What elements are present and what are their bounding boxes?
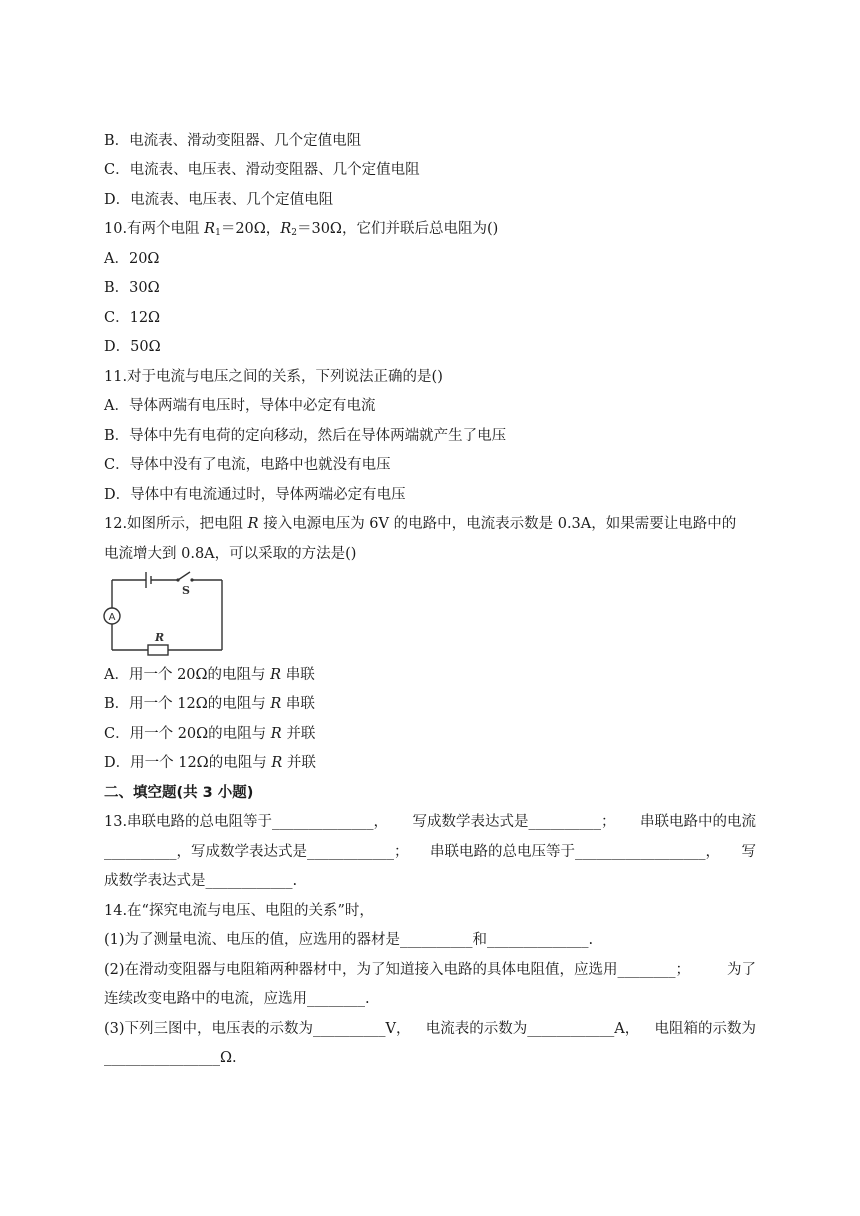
question-11-stem: 11.对于电流与电压之间的关系，下列说法正确的是() bbox=[104, 369, 443, 385]
question-12-stem-line1: 12.如图所示，把电阻 R 接入电源电压为 6V 的电路中，电流表示数是 0.3A，如果需要让电路中的 bbox=[104, 516, 737, 532]
option-12a: A．用一个 20Ω的电阻与 R 串联 bbox=[104, 667, 315, 683]
section-heading: 二、填空题(共 3 小题) bbox=[104, 785, 254, 801]
circuit-diagram bbox=[102, 568, 228, 658]
resistor-label: R bbox=[155, 631, 165, 644]
option-10a: A．20Ω bbox=[104, 251, 160, 267]
option-12d: D．用一个 12Ω的电阻与 R 并联 bbox=[104, 755, 316, 771]
option-10c: C．12Ω bbox=[104, 310, 161, 326]
question-10-stem: 10.有两个电阻 $R_1=20\Omega$，$R_2=30\Omega$，它们并联后总电阻为() bbox=[104, 221, 499, 238]
question-14-part1: (1)为了测量电流、电压的值，应选用的器材是__________和______________. bbox=[104, 932, 594, 948]
question-14-stem: 14.在“探究电流与电压、电阻的关系”时， bbox=[104, 903, 374, 919]
question-14-part2-line1: (2)在滑动变阻器与电阻箱两种器材中，为了知道接入电路的具体电阻值，应选用________； 为了 bbox=[104, 962, 756, 978]
question-13-line1: 13.串联电路的总电阻等于______________， 写成数学表达式是__________； 串联电路中的电流 bbox=[104, 814, 756, 830]
switch-label: S bbox=[182, 584, 190, 597]
question-14-part3-line2: ________________Ω. bbox=[104, 1050, 237, 1066]
option-9d: D．电流表、电压表、几个定值电阻 bbox=[104, 192, 334, 208]
question-13-line2: __________，写成数学表达式是____________； 串联电路的总电压等于__________________， 写 bbox=[104, 844, 756, 860]
option-9c: C．电流表、电压表、滑动变阻器、几个定值电阻 bbox=[104, 162, 420, 178]
question-14-part2-line2: 连续改变电路中的电流，应选用________. bbox=[104, 991, 370, 1007]
option-11d: D．导体中有电流通过时，导体两端必定有电压 bbox=[104, 487, 406, 503]
question-14-part3-line1: (3)下列三图中，电压表的示数为__________V， 电流表的示数为____________A， 电阻箱的示数为 bbox=[104, 1021, 756, 1037]
question-13-line3: 成数学表达式是____________. bbox=[104, 873, 298, 889]
option-12c: C．用一个 20Ω的电阻与 R 并联 bbox=[104, 726, 316, 742]
question-12-stem-line2: 电流增大到 0.8A，可以采取的方法是() bbox=[104, 546, 357, 562]
option-11c: C．导体中没有了电流，电路中也就没有电压 bbox=[104, 457, 391, 473]
ammeter-label: A bbox=[108, 612, 116, 623]
option-10d: D．50Ω bbox=[104, 339, 161, 355]
option-10b: B．30Ω bbox=[104, 280, 160, 296]
option-11b: B．导体中先有电荷的定向移动，然后在导体两端就产生了电压 bbox=[104, 428, 507, 444]
option-9b: B．电流表、滑动变阻器、几个定值电阻 bbox=[104, 133, 362, 149]
option-11a: A．导体两端有电压时，导体中必定有电流 bbox=[104, 398, 376, 414]
option-12b: B．用一个 12Ω的电阻与 R 串联 bbox=[104, 696, 315, 712]
